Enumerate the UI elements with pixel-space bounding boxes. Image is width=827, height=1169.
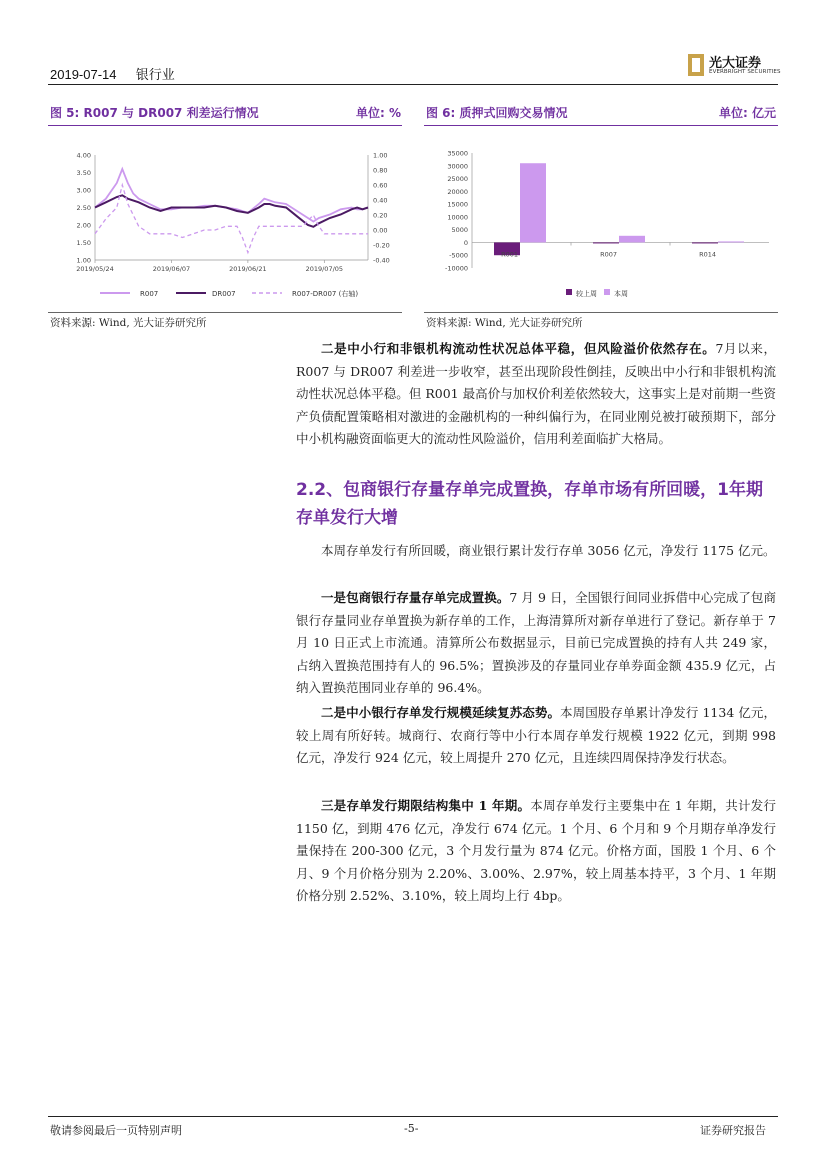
fig6-y-tick: -10000 xyxy=(444,264,468,273)
fig5-title-rule xyxy=(48,125,402,126)
section-title-2-2: 2.2、包商银行存量存单完成置换，存单市场有所回暖，1年期存单发行大增 xyxy=(296,480,763,528)
fig5-legend xyxy=(100,289,358,298)
header-divider xyxy=(48,84,778,85)
paragraph-small-banks-lead: 二是中小银行存单发行规模延续复苏态势。 xyxy=(321,705,561,720)
fig5-y-right-tick: 0.00 xyxy=(373,226,388,235)
fig6-chart xyxy=(424,140,778,305)
paragraph-baoshang-lead: 一是包商银行存量存单完成置换。 xyxy=(321,590,510,605)
paragraph-liquidity xyxy=(296,338,776,451)
fig5-y-left-tick: 3.00 xyxy=(76,186,91,195)
paragraph-baoshang-text: 7 月 9 日，全国银行间同业拆借中心完成了包商银行存量同业存单置换为新存单的工作，上海清算所对新存单进行了登记。新存单于 7 月 10 日正式上市流通。清算所公布数据显示，目前已完成置换的持有人共 249 家，占纳入置换范围持有人的 96.5%；置换涉及的存量同业存单券面金额 435.9 亿元，占纳入置换范围同业存单的 96.4%。 xyxy=(296,590,776,695)
fig6-y-tick: 5000 xyxy=(451,226,468,235)
fig5-unit: 单位: % xyxy=(355,106,401,120)
industry-label: 银行业 xyxy=(135,67,175,82)
paragraph-liquidity-text: 7月以来，R007 与 DR007 利差进一步收窄，甚至出现阶段性倒挂，反映出中小行和非银机构流动性状况总体平稳。但 R001 最高价与加权价利差依然较大，这事实上是对前期一些资产负债配置策略相对激进的金融机构的一种纠偏行为，在同业刚兑被打破预期下，部分中小机构融资面临更大的流动性风险溢价，信用利差面临扩大格局。 xyxy=(296,341,776,446)
fig5-x-tick: 2019/05/24 xyxy=(76,265,114,273)
fig5-x-tick: 2019/07/05 xyxy=(305,265,344,273)
footer-report-type: 证券研究报告 xyxy=(700,1124,766,1137)
fig6-bar-r007-s1 xyxy=(619,236,645,243)
fig6-x-tick: R001 xyxy=(501,250,519,259)
fig6-source: 资料来源: Wind, 光大证券研究所 xyxy=(426,317,583,329)
footer-divider xyxy=(48,1116,778,1117)
legend-weekchange-label: 较上周 xyxy=(576,290,597,298)
paragraph-small-banks xyxy=(296,702,776,770)
paragraph-baoshang xyxy=(296,587,776,700)
fig6-title-rule xyxy=(424,125,778,126)
fig5-y-right-tick: 0.60 xyxy=(373,181,388,190)
fig6-unit: 单位: 亿元 xyxy=(719,106,776,120)
fig6-y-tick: 25000 xyxy=(447,175,468,184)
fig5-y-left-tick: 1.00 xyxy=(76,256,91,265)
logo-cn-text: 光大证券 xyxy=(709,56,762,71)
footer-disclaimer: 敬请参阅最后一页特别声明 xyxy=(50,1124,182,1137)
legend-spread-label: R007-DR007 (右轴) xyxy=(292,290,359,298)
fig6-bar-r007-s0 xyxy=(593,242,619,243)
fig6-bar-r014-s1 xyxy=(718,241,744,242)
paragraph-small-banks-text: 本周国股存单累计净发行 1134 亿元，较上周有所好转。城商行、农商行等中小行本周存单发行规模 1922 亿元，到期 998 亿元，净发行 924 亿元，较上周提升 270 亿元，且连续四周保持净发行状态。 xyxy=(296,705,776,765)
fig6-y-tick: 20000 xyxy=(447,187,468,196)
fig5-source-rule xyxy=(48,312,402,313)
fig6-x-tick: R007 xyxy=(600,250,618,259)
legend-thisweek-swatch xyxy=(604,289,610,295)
fig5-x-tick: 2019/06/07 xyxy=(152,265,191,273)
fig5-y-right-tick: 1.00 xyxy=(373,151,388,160)
fig5-y-right-tick: -0.20 xyxy=(373,241,390,250)
fig6-y-tick: 30000 xyxy=(447,162,468,171)
fig6-y-tick: 0 xyxy=(463,238,468,247)
fig5-source: 资料来源: Wind, 光大证券研究所 xyxy=(50,317,207,329)
fig5-x-tick: 2019/06/21 xyxy=(229,265,267,273)
fig5-y-left-tick: 1.50 xyxy=(76,239,91,247)
legend-weekchange-swatch xyxy=(566,289,572,295)
paragraph-tenor-text: 本周存单发行主要集中在 1 年期，共计发行 1150 亿，到期 476 亿元，净发行 674 亿元。1 个月、6 个月和 9 个月期存单净发行量保持在 200-300 亿元，3 个月发行量为 874 亿元。价格方面，国股 1 个月、6 个月、9 个月价格分别为 2.20%、3.00%、2.97%，较上周基本持平，3 个月、1 年期价格分别 2.52%、3.10%，较上周均上行 4bp。 xyxy=(296,798,776,903)
fig6-y-tick: 10000 xyxy=(447,213,468,222)
fig6-bar-r001-s1 xyxy=(520,163,546,242)
fig5-y-right-tick: -0.40 xyxy=(373,256,390,265)
fig5-chart xyxy=(48,140,402,305)
fig6-x-tick: R014 xyxy=(699,250,717,259)
fig6-y-tick: 35000 xyxy=(447,149,468,158)
legend-dr007-label: DR007 xyxy=(212,290,236,298)
header-date-industry xyxy=(50,64,175,83)
legend-thisweek-label: 本周 xyxy=(614,290,628,298)
fig5-series-r007-line xyxy=(95,169,368,222)
company-logo xyxy=(688,52,781,78)
fig5-y-right-tick: 0.20 xyxy=(373,211,388,220)
paragraph-summary: 本周存单发行有所回暖，商业银行累计发行存单 3056 亿元，净发行 1175 亿元。 xyxy=(321,543,776,558)
report-date: 2019-07-14 xyxy=(50,67,117,82)
fig6-y-tick: -5000 xyxy=(449,251,468,260)
fig5-y-left-tick: 3.50 xyxy=(76,169,91,177)
fig5-y-left-tick: 2.00 xyxy=(76,221,91,230)
fig6-title: 图 6: 质押式回购交易情况 xyxy=(426,106,568,120)
paragraph-tenor-lead: 三是存单发行期限结构集中 1 年期。 xyxy=(321,798,531,813)
paragraph-liquidity-lead: 二是中小行和非银机构流动性状况总体平稳，但风险溢价依然存在。 xyxy=(321,341,716,356)
legend-r007-label: R007 xyxy=(140,290,159,298)
logo-mark-icon xyxy=(688,54,704,76)
logo-en-text: EVERBRIGHT SECURITIES xyxy=(709,69,781,75)
fig5-y-right-tick: 0.40 xyxy=(373,196,388,205)
fig6-y-tick: 15000 xyxy=(447,200,468,209)
fig5-title: 图 5: R007 与 DR007 利差运行情况 xyxy=(50,106,259,120)
paragraph-tenor xyxy=(296,795,776,908)
page-number: -5- xyxy=(404,1122,419,1135)
fig6-legend xyxy=(566,289,628,298)
fig5-y-right-tick: 0.80 xyxy=(373,166,388,175)
fig6-bar-r014-s0 xyxy=(692,242,718,243)
fig5-y-left-tick: 4.00 xyxy=(76,151,91,160)
fig5-y-left-tick: 2.50 xyxy=(76,204,91,212)
fig5-series-dr007-line xyxy=(95,195,368,227)
fig6-source-rule xyxy=(424,312,778,313)
